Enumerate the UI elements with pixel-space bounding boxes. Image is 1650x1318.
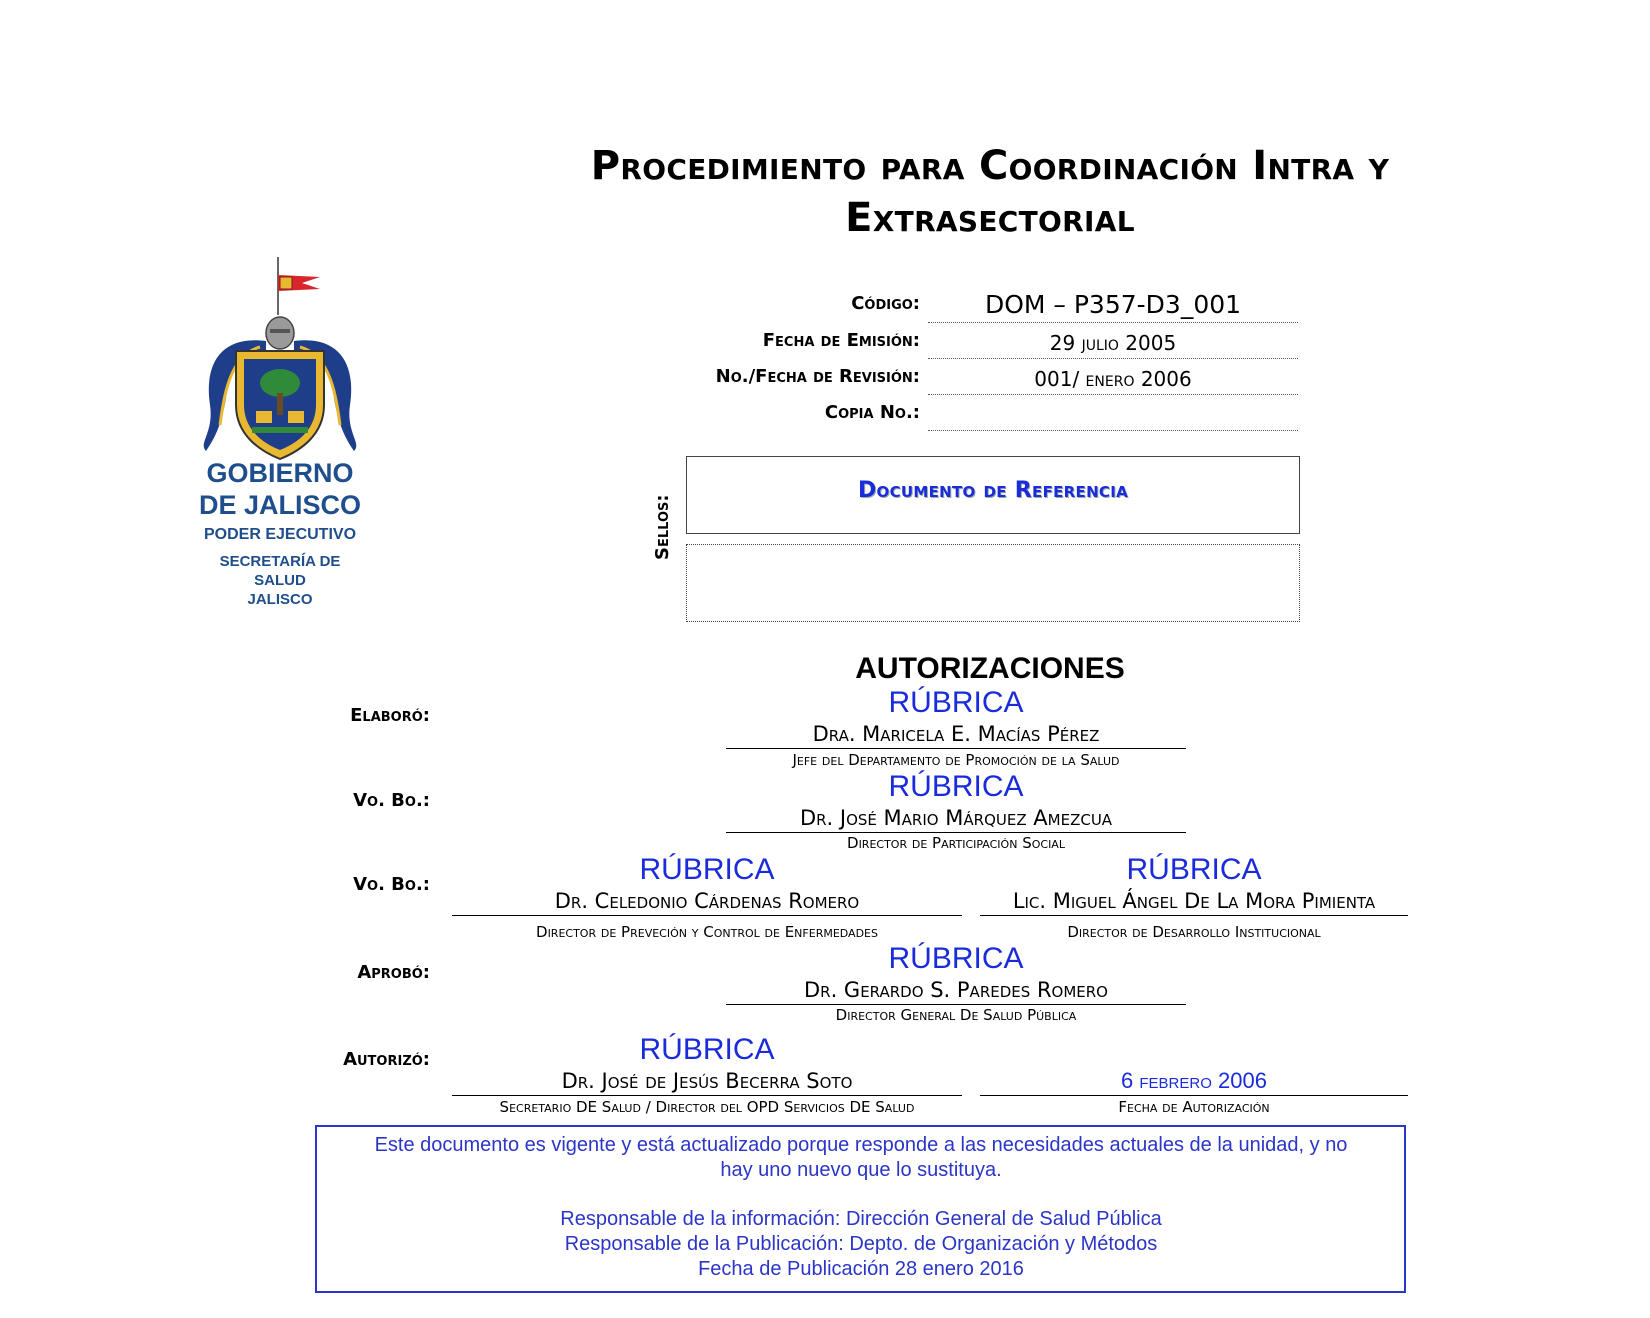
vigencia-line-2: hay uno nuevo que lo sustituya. <box>720 1159 1002 1181</box>
vobo2-left-rubrica: RÚBRICA <box>639 853 775 886</box>
autorizo-position: Secretario DE Salud / Director del OPD Servicios DE Salud <box>499 1098 915 1116</box>
autorizo-name: Dr. José de Jesús Becerra Soto <box>452 1067 962 1096</box>
fecha-publicacion: Fecha de Publicación 28 enero 2016 <box>698 1258 1024 1280</box>
aprobo-rubrica: RÚBRICA <box>888 942 1024 975</box>
vobo2-right-rubrica: RÚBRICA <box>1126 853 1262 886</box>
vobo2-label: Vo. Bo.: <box>353 874 430 895</box>
responsable-publicacion: Responsable de la Publicación: Depto. de Organización y Métodos <box>564 1233 1158 1255</box>
jalisco-coat-of-arms-logo <box>180 255 380 475</box>
fecha-emision-label: Fecha de Emisión: <box>762 330 920 351</box>
codigo-label: Código: <box>851 293 920 314</box>
fecha-emision-value: 29 julio 2005 <box>928 328 1298 359</box>
documento-referencia-text: Documento de Referencia <box>857 478 1129 503</box>
title-line-1: Procedimiento para Coordinación Intra y <box>590 143 1390 189</box>
vobo2-right-name: Lic. Miguel Ángel De La Mora Pimienta <box>980 887 1408 916</box>
sellos-label: Sellos: <box>652 494 673 560</box>
copia-value <box>928 400 1298 431</box>
autorizo-rubrica: RÚBRICA <box>639 1033 775 1066</box>
logo-secretaria-line-3: JALISCO <box>247 591 313 608</box>
elaboro-label: Elaboró: <box>350 705 430 726</box>
logo-secretaria-text <box>170 552 390 609</box>
logo-gobierno-text: GOBIERNO <box>206 458 354 488</box>
vobo1-label: Vo. Bo.: <box>353 790 430 811</box>
vobo1-name: Dr. José Mario Márquez Amezcua <box>726 804 1186 833</box>
vobo2-right-position: Director de Desarrollo Institucional <box>1067 923 1321 941</box>
vigencia-line-1: Este documento es vigente y está actualizado porque responde a las necesidades actuales de la unidad, y no <box>374 1134 1348 1156</box>
logo-secretaria-line-1: SECRETARÍA DE <box>219 553 341 570</box>
aprobo-name: Dr. Gerardo S. Paredes Romero <box>726 976 1186 1005</box>
autorizaciones-title: AUTORIZACIONES <box>855 652 1125 685</box>
revision-value: 001/ enero 2006 <box>928 364 1298 395</box>
vobo2-left-name: Dr. Celedonio Cárdenas Romero <box>452 887 962 916</box>
elaboro-name: Dra. Maricela E. Macías Pérez <box>726 720 1186 749</box>
fecha-autorizacion-value: 6 febrero 2006 <box>980 1067 1408 1096</box>
logo-secretaria-line-2: SALUD <box>254 572 306 589</box>
responsable-informacion: Responsable de la información: Dirección General de Salud Pública <box>560 1208 1162 1230</box>
title-line-2: Extrasectorial <box>845 195 1135 241</box>
vobo2-left-position: Director de Preveción y Control de Enfermedades <box>536 923 878 941</box>
elaboro-rubrica: RÚBRICA <box>888 686 1024 719</box>
logo-poder-ejecutivo-text: PODER EJECUTIVO <box>203 526 357 543</box>
logo-jalisco-text: DE JALISCO <box>198 490 362 520</box>
codigo-value: DOM – P357-D3_001 <box>928 290 1298 323</box>
document-title <box>520 140 1460 244</box>
sello-stamp-box <box>686 544 1300 622</box>
fecha-autorizacion-label: Fecha de Autorización <box>1118 1098 1270 1116</box>
autorizo-label: Autorizó: <box>343 1049 430 1070</box>
vobo1-position: Director de Participación Social <box>847 834 1065 852</box>
copia-label: Copia No.: <box>824 402 920 423</box>
vobo1-rubrica: RÚBRICA <box>888 770 1024 803</box>
aprobo-label: Aprobó: <box>357 962 430 983</box>
revision-label: No./Fecha de Revisión: <box>715 366 920 387</box>
aprobo-position: Director General De Salud Pública <box>835 1006 1077 1024</box>
elaboro-position: Jefe del Departamento de Promoción de la Salud <box>792 751 1120 769</box>
